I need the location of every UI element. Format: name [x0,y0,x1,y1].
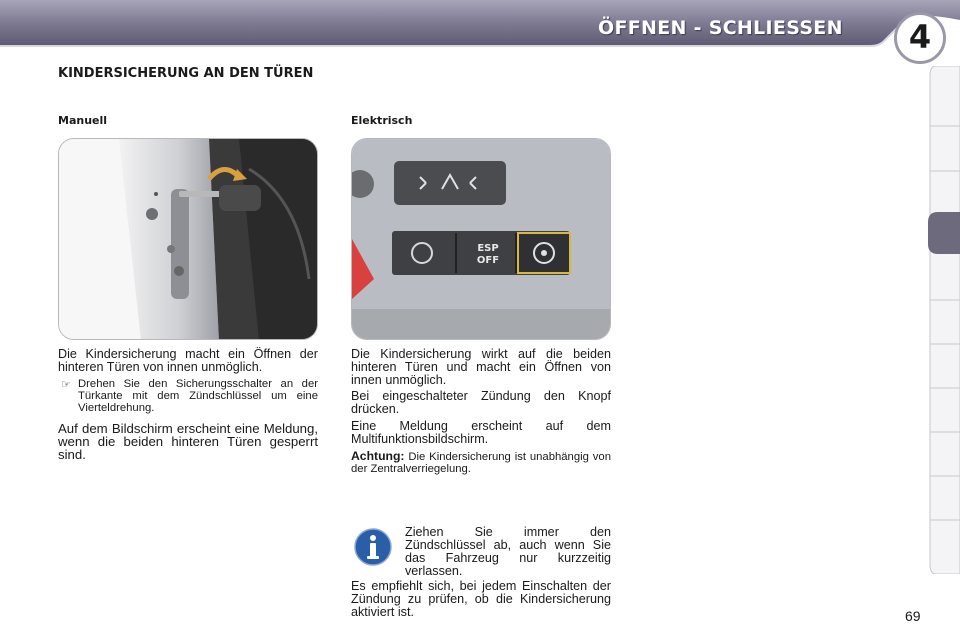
photo-door-edge-key [58,138,318,340]
chapter-title: ÖFFNEN - SCHLIESSEN [598,17,843,39]
electric-display-message-text: Eine Meldung erscheint auf dem Multifunktionsbildschirm. [351,419,611,446]
esp-label-line-1: ESP [477,243,499,254]
note-text: Die Kindersicherung ist unabhängig von der Zentralverriegelung. [351,451,611,475]
heading-electric: Elektrisch [351,114,413,127]
info-icon [354,528,392,566]
electric-note [351,450,611,475]
manual-intro-text: Die Kindersicherung macht ein Öffnen der hinteren Türen von innen unmöglich. [58,347,318,374]
esp-label-line-2: OFF [476,255,500,266]
info-advice-text: Es empfiehlt sich, bei jedem Einschalten der Zündung zu prüfen, ob die Kindersicherung aktiviert ist. [351,579,611,619]
heading-manual: Manuell [58,114,108,127]
info-key-warning-text: Ziehen Sie immer den Zündschlüssel ab, auch wenn Sie das Fahrzeug nur kurzzeitig verlassen. [405,525,611,578]
page-number: 69 [905,608,921,624]
electric-press-button-text: Bei eingeschalteter Zündung den Knopf drücken. [351,389,611,416]
photo-dashboard-buttons [351,138,611,340]
note-label: Achtung: [351,449,405,463]
chapter-number-badge: 4 [894,12,946,64]
bullet-hand-icon: ☞ [61,379,71,391]
manual-display-message-text: Auf dem Bildschirm erscheint eine Meldung, wenn die beiden hinteren Türen gesperrt sind. [58,421,318,462]
electric-intro-text: Die Kindersicherung wirkt auf die beiden hinteren Türen und macht ein Öffnen von innen unmöglich. [351,347,611,387]
manual-instruction-text: Drehen Sie den Sicherungsschalter an der Türkante mit dem Zündschlüssel um eine Vierteldrehung. [78,378,318,414]
chapter-side-tabs [926,66,960,574]
section-title: KINDERSICHERUNG AN DEN TÜREN [58,66,314,81]
